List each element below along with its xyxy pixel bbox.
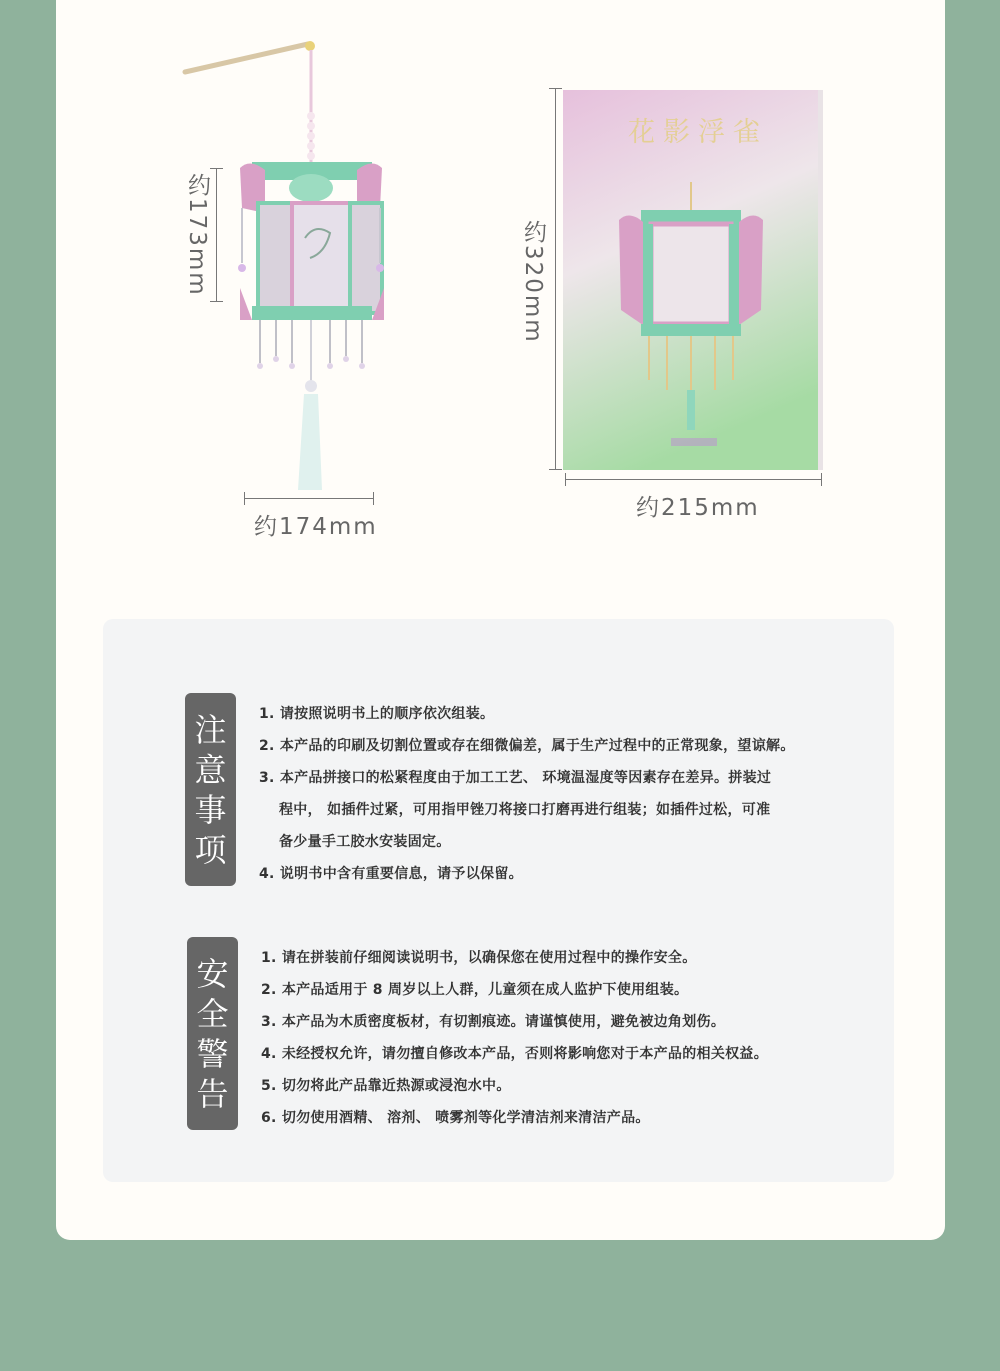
safety-tag-char: 警 — [196, 1034, 229, 1073]
ruler-tick — [549, 88, 562, 89]
safety-tag-char: 安 — [196, 954, 229, 993]
notice-item: 1. 请按照说明书上的顺序依次组装。 — [259, 706, 495, 722]
box-height-ruler — [555, 88, 556, 470]
box-width-label: 约215mm — [636, 495, 760, 521]
safety-item: 3. 本产品为木质密度板材，有切割痕迹。请谨慎使用，避免被边角划伤。 — [261, 1014, 726, 1030]
lantern-height-ruler — [216, 168, 217, 302]
box-height-label: 约320mm — [520, 220, 546, 344]
notice-tag-char: 注 — [194, 710, 227, 749]
ruler-tick — [210, 301, 223, 302]
notice-item: 2. 本产品的印刷及切割位置或存在细微偏差，属于生产过程中的正常现象，望谅解。 — [259, 738, 795, 754]
safety-item: 2. 本产品适用于 8 周岁以上人群，儿童须在成人监护下使用组装。 — [261, 982, 689, 998]
box-width-ruler — [565, 479, 822, 480]
safety-tag-char: 告 — [196, 1074, 229, 1113]
lantern-width-label: 约174mm — [254, 514, 378, 540]
notice-item: 备少量手工胶水安装固定。 — [279, 834, 451, 850]
box-title: 花影浮雀 — [628, 117, 768, 148]
notice-item: 4. 说明书中含有重要信息，请予以保留。 — [259, 866, 523, 882]
safety-item: 4. 未经授权允许，请勿擅自修改本产品，否则将影响您对于本产品的相关权益。 — [261, 1046, 769, 1062]
safety-item: 1. 请在拼装前仔细阅读说明书，以确保您在使用过程中的操作安全。 — [261, 950, 697, 966]
lantern-width-ruler — [244, 498, 374, 499]
lantern-height-label: 约173mm — [184, 173, 210, 297]
safety-item: 5. 切勿将此产品靠近热源或浸泡水中。 — [261, 1078, 511, 1094]
notice-item: 程中， 如插件过紧，可用指甲锉刀将接口打磨再进行组装；如插件过松，可准 — [279, 802, 771, 818]
notice-tag — [185, 693, 236, 886]
notice-tag-char: 意 — [194, 750, 227, 789]
safety-tag — [187, 937, 238, 1130]
ruler-tick — [244, 492, 245, 505]
safety-item: 6. 切勿使用酒精、 溶剂、 喷雾剂等化学清洁剂来清洁产品。 — [261, 1110, 650, 1126]
ruler-tick — [210, 168, 223, 169]
notice-tag-char: 事 — [194, 790, 227, 829]
ruler-tick — [821, 473, 822, 486]
ruler-tick — [565, 473, 566, 486]
notice-tag-char: 项 — [194, 830, 227, 869]
ruler-tick — [549, 469, 562, 470]
ruler-tick — [373, 492, 374, 505]
safety-tag-char: 全 — [196, 994, 229, 1033]
notice-item: 3. 本产品拼接口的松紧程度由于加工工艺、 环境温湿度等因素存在差异。拼装过 — [259, 770, 772, 786]
